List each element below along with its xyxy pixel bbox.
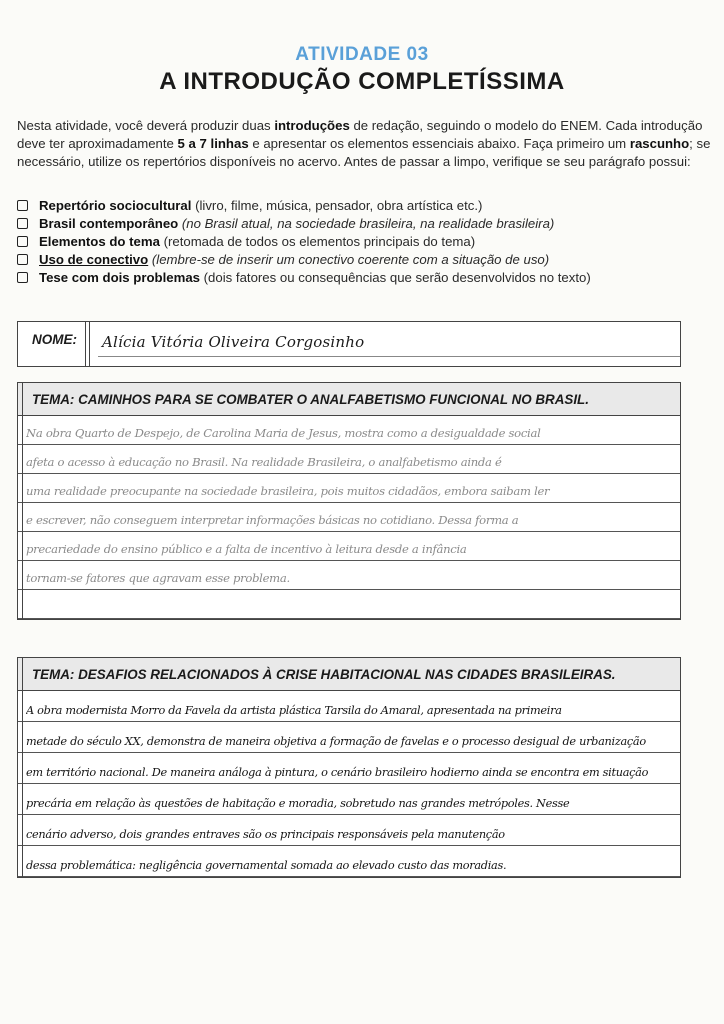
intro-text-4: ; se necessário, utilize os repertórios disponíveis no acervo. Antes de passar a limpo, verifique se seu parágrafo possui: bbox=[17, 136, 711, 169]
theme-2-box bbox=[17, 657, 681, 878]
checklist-item bbox=[17, 215, 713, 233]
intro-text-1: Nesta atividade, você deverá produzir duas bbox=[17, 118, 275, 133]
handwritten-text: tornam-se fatores que agravam esse problema. bbox=[26, 571, 290, 585]
writing-line bbox=[18, 722, 680, 753]
checkbox-icon[interactable] bbox=[17, 254, 28, 265]
theme-2-title: TEMA: DESAFIOS RELACIONADOS À CRISE HABITACIONAL NAS CIDADES BRASILEIRAS. bbox=[18, 658, 680, 691]
checklist-item-detail: (retomada de todos os elementos principais do tema) bbox=[159, 234, 476, 249]
checklist-item-label: Uso de conectivo bbox=[39, 252, 149, 267]
checklist-item bbox=[17, 233, 713, 251]
checklist-item bbox=[17, 251, 713, 269]
writing-line bbox=[18, 503, 680, 532]
theme-2-writing-area[interactable] bbox=[18, 691, 680, 877]
writing-line bbox=[18, 784, 680, 815]
writing-line bbox=[18, 815, 680, 846]
writing-line bbox=[18, 691, 680, 722]
intro-bold-1: introduções bbox=[274, 118, 350, 133]
intro-text-2: de redação, seguindo o modelo do ENEM. Cada introdução deve ter aproximadamente bbox=[17, 118, 703, 151]
name-field bbox=[17, 321, 681, 367]
handwritten-text: precariedade do ensino público e a falta de incentivo à leitura desde a infância bbox=[26, 542, 467, 556]
checklist-item-label: Elementos do tema bbox=[39, 234, 160, 249]
name-label: NOME: bbox=[18, 322, 90, 366]
writing-line bbox=[18, 846, 680, 877]
handwritten-text: afeta o acesso à educação no Brasil. Na realidade Brasileira, o analfabetismo ainda é bbox=[26, 455, 502, 469]
theme-1-box bbox=[17, 382, 681, 620]
theme-1-writing-area[interactable] bbox=[18, 416, 680, 619]
instructions-paragraph bbox=[17, 117, 713, 171]
checkbox-icon[interactable] bbox=[17, 236, 28, 247]
handwritten-text: dessa problemática: negligência governamental somada ao elevado custo das moradias. bbox=[26, 859, 507, 872]
handwritten-text: em território nacional. De maneira análoga à pintura, o cenário brasileiro hodierno ainda se encontra em situação bbox=[26, 766, 649, 779]
handwritten-text: precária em relação às questões de habitação e moradia, sobretudo nas grandes metrópoles. Nesse bbox=[26, 797, 570, 810]
checklist-item bbox=[17, 269, 713, 287]
handwritten-text: metade do século XX, demonstra de maneira objetiva a formação de favelas e o processo desigual de urbanização bbox=[26, 735, 646, 748]
theme-1-title: TEMA: CAMINHOS PARA SE COMBATER O ANALFABETISMO FUNCIONAL NO BRASIL. bbox=[18, 383, 680, 416]
writing-line bbox=[18, 561, 680, 590]
requirements-checklist bbox=[17, 197, 713, 287]
checkbox-icon[interactable] bbox=[17, 218, 28, 229]
handwritten-text: e escrever, não conseguem interpretar informações básicas no cotidiano. Dessa forma a bbox=[26, 513, 519, 527]
checklist-item-detail: (dois fatores ou consequências que serão desenvolvidos no texto) bbox=[200, 270, 591, 285]
checklist-item bbox=[17, 197, 713, 215]
checklist-item-detail: (lembre-se de inserir um conectivo coerente com a situação de uso) bbox=[148, 252, 550, 267]
page-title: A INTRODUÇÃO COMPLETÍSSIMA bbox=[159, 68, 565, 95]
checklist-item-label: Repertório sociocultural bbox=[39, 198, 192, 213]
checklist-item-label: Brasil contemporâneo bbox=[39, 216, 179, 231]
name-value[interactable]: Alícia Vitória Oliveira Corgosinho bbox=[102, 333, 365, 351]
handwritten-text: A obra modernista Morro da Favela da artista plástica Tarsila do Amaral, apresentada na primeira bbox=[26, 704, 562, 717]
writing-line bbox=[18, 753, 680, 784]
writing-line bbox=[18, 416, 680, 445]
checklist-item-detail: (no Brasil atual, na sociedade brasileira, na realidade brasileira) bbox=[178, 216, 555, 231]
writing-line bbox=[18, 532, 680, 561]
intro-bold-2: 5 a 7 linhas bbox=[177, 136, 249, 151]
activity-subtitle: ATIVIDADE 03 bbox=[295, 44, 429, 65]
checkbox-icon[interactable] bbox=[17, 200, 28, 211]
handwritten-text: cenário adverso, dois grandes entraves são os principais responsáveis pela manutenção bbox=[26, 828, 505, 841]
writing-line bbox=[18, 445, 680, 474]
intro-text-3: e apresentar os elementos essenciais abaixo. Faça primeiro um bbox=[248, 136, 630, 151]
handwritten-text: uma realidade preocupante na sociedade brasileira, pois muitos cidadãos, embora saibam ler bbox=[26, 484, 550, 498]
writing-line bbox=[18, 590, 680, 619]
handwritten-text: Na obra Quarto de Despejo, de Carolina Maria de Jesus, mostra como a desigualdade social bbox=[26, 426, 541, 440]
intro-bold-3: rascunho bbox=[629, 136, 690, 151]
checklist-item-label: Tese com dois problemas bbox=[39, 270, 200, 285]
writing-line bbox=[18, 474, 680, 503]
checklist-item-detail: (livro, filme, música, pensador, obra artística etc.) bbox=[191, 198, 483, 213]
name-underline bbox=[98, 356, 680, 357]
checkbox-icon[interactable] bbox=[17, 272, 28, 283]
